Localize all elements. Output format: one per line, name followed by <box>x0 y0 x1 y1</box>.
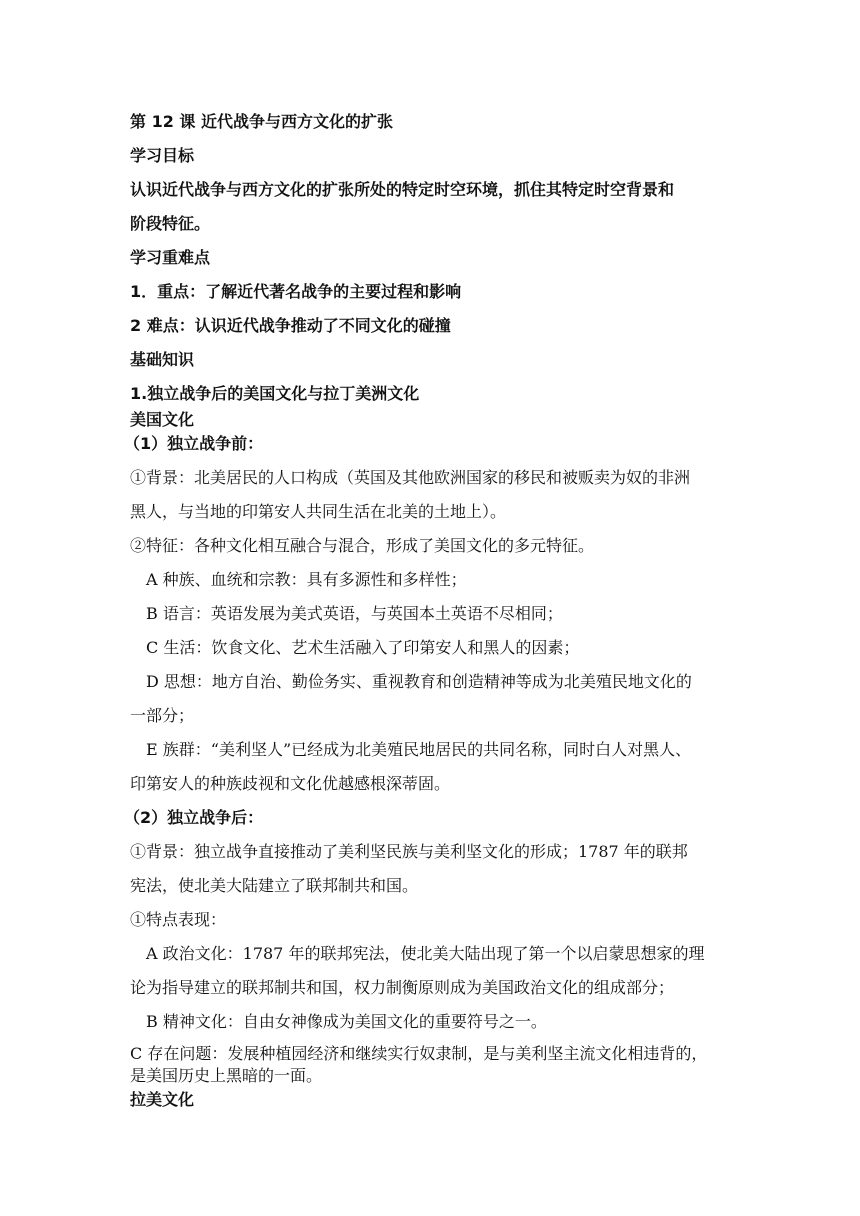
item-e-line-1: E 族群：“美利坚人”已经成为北美殖民地居民的共同名称，同时白人对黑人、 <box>146 740 692 759</box>
item-d-line-1: D 思想：地方自治、勤俭务实、重视教育和创造精神等成为北美殖民地文化的 <box>146 672 692 691</box>
after-item-a-line-1: A 政治文化：1787 年的联邦宪法，使北美大陆出现了第一个以启蒙思想家的理 <box>146 944 705 963</box>
after-background-line-2: 宪法，使北美大陆建立了联邦制共和国。 <box>130 876 419 895</box>
after-item-a-line-2: 论为指导建立的联邦制共和国，权力制衡原则成为美国政治文化的组成部分； <box>130 978 675 997</box>
after-item-b: B 精神文化：自由女神像成为美国文化的重要符号之一。 <box>146 1012 547 1031</box>
item-d-line-2: 一部分； <box>130 706 195 725</box>
after-features-heading: ①特点表现： <box>130 910 227 929</box>
item-c: C 生活：饮食文化、艺术生活融入了印第安人和黑人的因素； <box>146 638 580 657</box>
american-culture-heading: 美国文化 <box>130 410 195 429</box>
objectives-heading: 学习目标 <box>130 146 195 165</box>
after-war-heading: （2）独立战争后： <box>124 808 264 827</box>
objectives-text-line-1: 认识近代战争与西方文化的扩张所处的特定时空环境，抓住其特定时空背景和 <box>130 180 675 199</box>
before-background-line-1: ①背景：北美居民的人口构成（英国及其他欧洲国家的移民和被贩卖为奴的非洲 <box>130 468 691 487</box>
before-war-heading: （1）独立战争前： <box>124 434 264 453</box>
after-item-c-line-1: C 存在问题：发展种植园经济和继续实行奴隶制，是与美利坚主流文化相违背的， <box>130 1044 708 1063</box>
basics-heading: 基础知识 <box>130 350 195 369</box>
lesson-title: 第 12 课 近代战争与西方文化的扩张 <box>130 112 393 131</box>
objectives-text-line-2: 阶段特征。 <box>130 214 211 233</box>
key-points-heading: 学习重难点 <box>130 248 211 267</box>
latin-culture-heading: 拉美文化 <box>130 1090 195 1109</box>
after-item-c-line-2: 是美国历史上黑暗的一面。 <box>130 1066 323 1085</box>
item-a: A 种族、血统和宗教：具有多源性和多样性； <box>146 570 467 589</box>
item-e-line-2: 印第安人的种族歧视和文化优越感根深蒂固。 <box>130 774 451 793</box>
after-background-line-1: ①背景：独立战争直接推动了美利坚民族与美利坚文化的形成；1787 年的联邦 <box>130 842 688 861</box>
before-background-line-2: 黑人，与当地的印第安人共同生活在北美的土地上）。 <box>130 502 507 521</box>
difficult-point: 2 难点：认识近代战争推动了不同文化的碰撞 <box>130 316 451 335</box>
key-point: 1．重点：了解近代著名战争的主要过程和影响 <box>130 282 462 301</box>
before-features: ②特征：各种文化相互融合与混合，形成了美国文化的多元特征。 <box>130 536 595 555</box>
section-title: 1.独立战争后的美国文化与拉丁美洲文化 <box>130 384 420 403</box>
item-b: B 语言：英语发展为美式英语，与英国本土英语不尽相同； <box>146 604 563 623</box>
